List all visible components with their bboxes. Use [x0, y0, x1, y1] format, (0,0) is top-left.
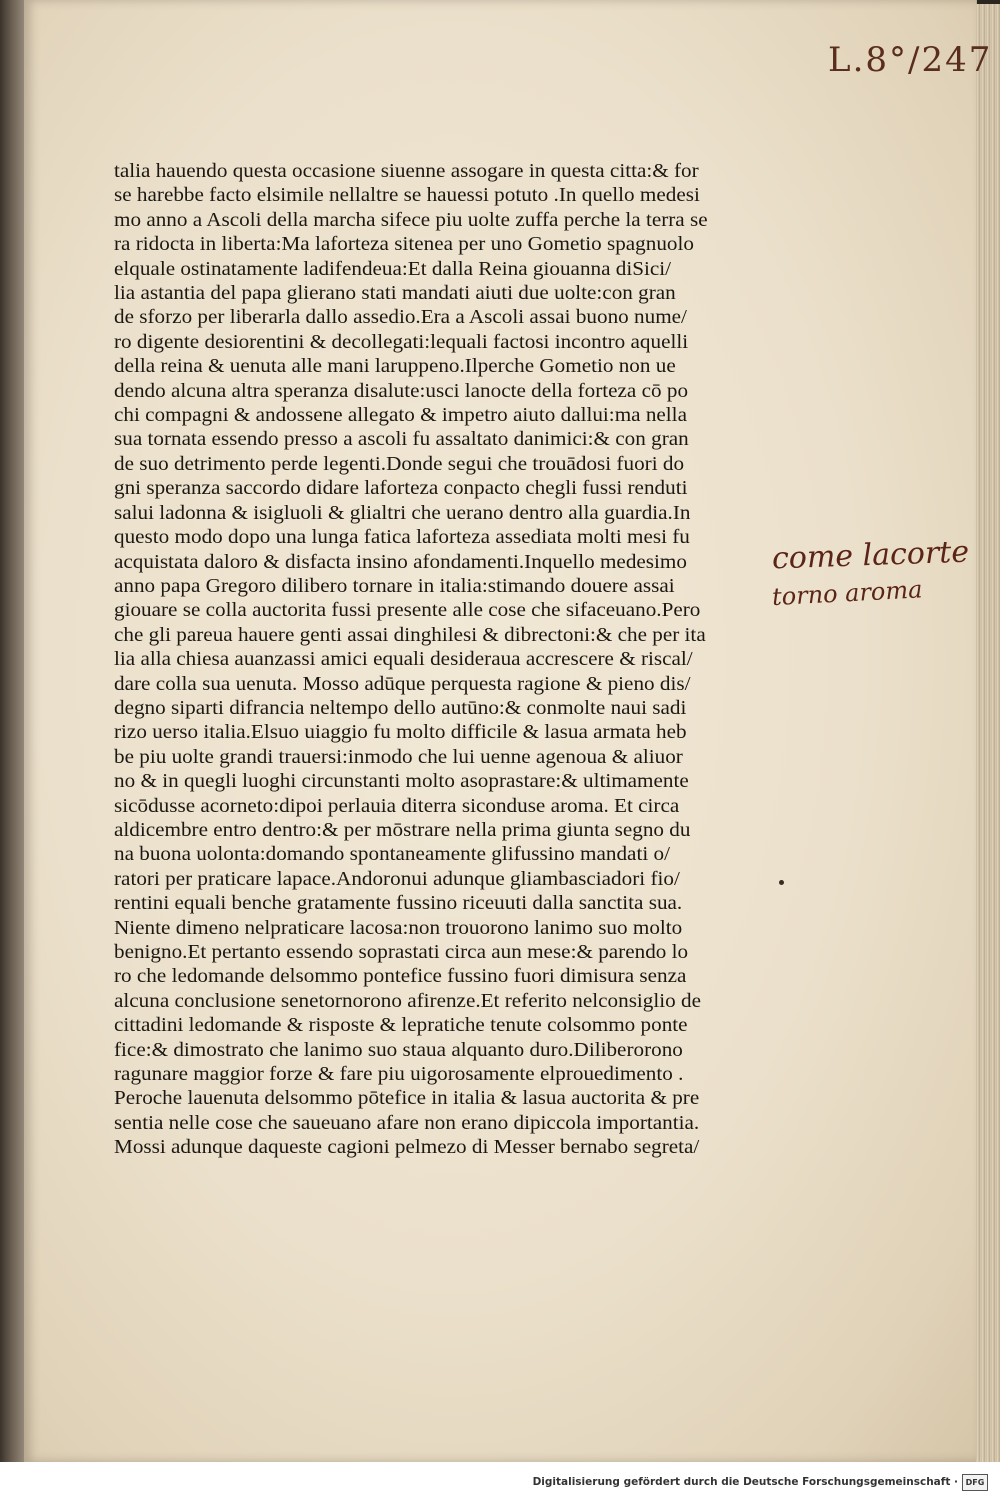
text-line: benigno.Et pertanto essendo soprastati circa aun mese:& parendo lo — [114, 942, 689, 963]
text-line: rentini equali benche gratamente fussino riceuuti dalla sanctita sua. — [114, 893, 683, 915]
text-line: Niente dimeno nelpraticare lacosa:non trouorono lanimo suo molto — [114, 917, 683, 939]
text-line: che gli pareua hauere genti assai dinghilesi & dibrectoni:& che per ita — [114, 624, 706, 646]
text-line: chi compagni & andossene allegato & impetro aiuto dallui:ma nella — [114, 405, 687, 427]
text-line: talia hauendo questa occasione siuenne assogare in questa citta:& for — [114, 161, 699, 182]
text-line: della reina & uenuta alle mani laruppeno.Ilperche Gometio non ue — [114, 356, 676, 378]
text-line: cittadini ledomande & risposte & lepratiche tenute colsommo ponte — [114, 1015, 688, 1037]
text-line: salui ladonna & isigluoli & glialtri che uerano dentro alla guardia.In — [114, 502, 691, 524]
text-line: mo anno a Ascoli della marcha sifece piu uolte zuffa perche la terra se — [114, 209, 708, 231]
text-line: ratori per praticare lapace.Andoronui adunque gliambasciadori fio/ — [114, 868, 680, 890]
text-line: degno siparti difrancia neltempo dello autūno:& conmolte naui sadi — [114, 697, 687, 719]
text-line: alcuna conclusione senetornorono afirenze.Et referito nelconsiglio de — [114, 990, 701, 1012]
text-line: questo modo dopo una lunga fatica laforteza assediata molti mesi fu — [114, 527, 690, 549]
text-line: fice:& dimostrato che lanimo suo staua alquanto duro.Diliberorono — [114, 1039, 683, 1061]
text-line: sua tornata essendo presso a ascoli fu assaltato danimici:& con gran — [114, 429, 689, 451]
text-line: giouare se colla auctorita fussi presente alle cose che sifaceuano.Pero — [114, 600, 701, 622]
text-line: dendo alcuna altra speranza disalute:usci lanocte della forteza cō po — [114, 380, 689, 402]
page-edges — [976, 4, 1000, 1462]
text-line: aldicembre entro dentro:& per mōstrare nella prima giunta segno du — [114, 819, 691, 841]
marginal-note — [771, 534, 970, 612]
text-line: rizo uerso italia.Elsuo uiaggio fu molto difficile & lasua armata heb — [114, 722, 687, 744]
marginal-note-line: torno aroma — [771, 575, 924, 612]
text-line: no & in quegli luoghi circunstanti molto asoprastare:& ultimamente — [114, 771, 689, 793]
book-binding-left — [0, 0, 26, 1462]
text-line: na buona uolonta:domando spontaneamente glifussino mandati o/ — [114, 844, 670, 866]
text-line: dare colla sua uenuta. Mosso adūque perquesta ragione & pieno dis/ — [114, 673, 691, 695]
text-line: sentia nelle cose che saueuano afare non erano dipiccola importantia. — [114, 1112, 700, 1134]
text-block — [114, 160, 734, 1161]
text-line: Mossi adunque daqueste cagioni pelmezo di Messer bernabo segreta/ — [114, 1137, 700, 1159]
text-line: be piu uolte grandi trauersi:inmodo che lui uenne agenoua & aliuor — [114, 746, 683, 768]
text-line: acquistata daloro & disfacta insino afondamenti.Inquello medesimo — [114, 551, 687, 573]
folio-number: L.8°/247 — [828, 40, 993, 80]
text-line: anno papa Gregoro dilibero tornare in italia:stimando douere assai — [114, 575, 675, 597]
text-line: ra ridocta in liberta:Ma laforteza sitenea per uno Gometio spagnuolo — [114, 234, 694, 256]
text-line: Peroche lauenuta delsommo pōtefice in italia & lasua auctorita & pre — [114, 1088, 700, 1110]
text-line: de suo detrimento perde legenti.Donde segui che trouādosi fuori do — [114, 453, 685, 475]
text-line: sicōdusse acorneto:dipoi perlauia diterra siconduse aroma. Et circa — [114, 795, 680, 817]
dfg-logo: DFG — [962, 1474, 988, 1491]
text-line: ro digente desiorentini & decollegati:lequali factosi incontro aquelli — [114, 331, 689, 353]
text-line: lia alla chiesa auanzassi amici equali desideraua accrescere & riscal/ — [114, 649, 693, 671]
text-line: elquale ostinatamente ladifendeua:Et dalla Reina giouanna diSici/ — [114, 258, 672, 280]
text-line: gni speranza saccordo didare laforteza conpacto chegli fussi renduti — [114, 478, 688, 500]
text-line: ro che ledomande delsommo pontefice fussino fuori dimisura senza — [114, 966, 687, 988]
text-line: ragunare maggior forze & fare piu uigorosamente elprouedimento . — [114, 1064, 684, 1086]
text-line: de sforzo per liberarla dallo assedio.Era a Ascoli assai buono nume/ — [114, 307, 687, 329]
text-line: lia astantia del papa glierano stati mandati aiuti due uolte:con gran — [114, 283, 676, 305]
footer-credit: Digitalisierung gefördert durch die Deutsche Forschungsgemeinschaft · — [532, 1476, 958, 1488]
marginal-note-line: come lacorte — [771, 534, 970, 577]
text-line: se harebbe facto elsimile nellaltre se hauessi potuto .In quello medesi — [114, 185, 700, 207]
ink-mark — [779, 880, 784, 885]
